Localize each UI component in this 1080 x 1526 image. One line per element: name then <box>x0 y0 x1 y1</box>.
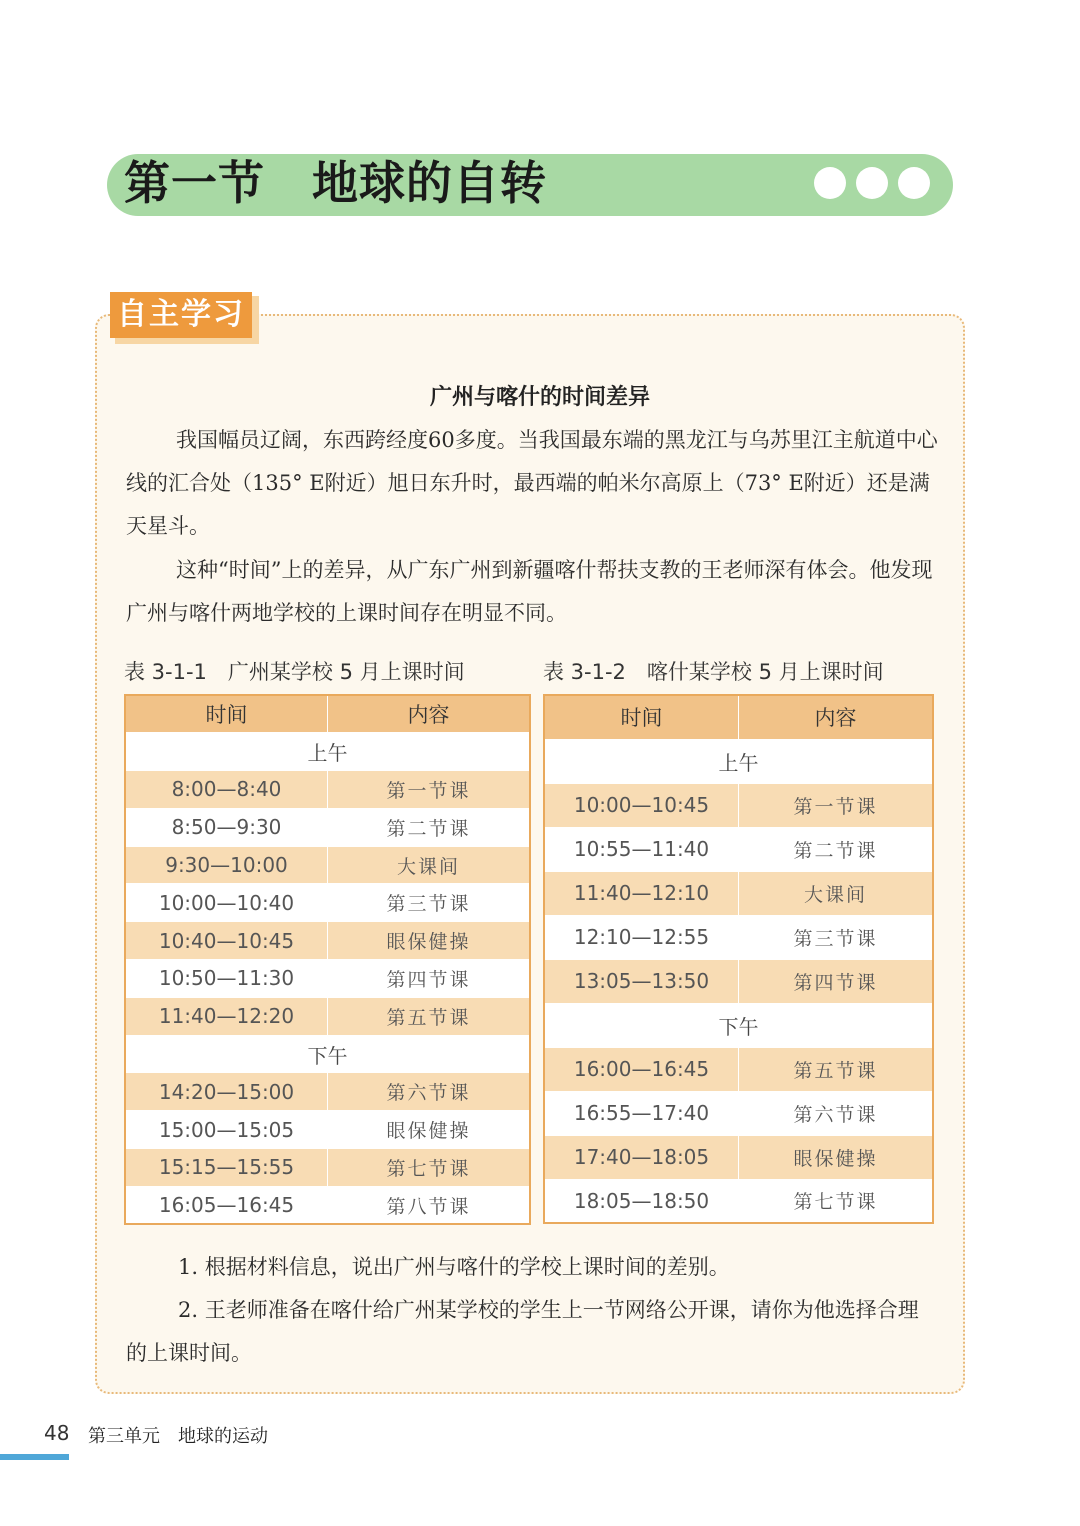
header-content: 内容 <box>739 695 934 739</box>
time-cell: 14:20—15:00 <box>125 1073 328 1111</box>
table-row <box>125 846 530 884</box>
time-cell: 17:40—18:05 <box>544 1135 739 1179</box>
table-row <box>544 783 933 827</box>
table-kashgar-schedule <box>543 694 934 1224</box>
paragraph-2-text: 这种“时间”上的差异，从广东广州到新疆喀什帮扶支教的王老师深有体会。他发现广州与喀什两地学校的上课时间存在明显不同。 <box>126 558 933 625</box>
table-row <box>544 1091 933 1135</box>
morning-label: 上午 <box>125 733 530 771</box>
page-number: 48 <box>44 1421 70 1445</box>
content-cell: 眼保健操 <box>328 922 531 960</box>
content-cell: 第三节课 <box>328 884 531 922</box>
afternoon-label: 下午 <box>544 1003 933 1047</box>
time-cell: 11:40—12:10 <box>544 871 739 915</box>
table-row <box>125 1073 530 1111</box>
content-cell: 大课间 <box>739 871 934 915</box>
table-row <box>544 959 933 1003</box>
content-cell: 大课间 <box>328 846 531 884</box>
time-cell: 16:55—17:40 <box>544 1091 739 1135</box>
header-content: 内容 <box>328 695 531 733</box>
content-cell: 第七节课 <box>739 1179 934 1223</box>
content-cell: 第五节课 <box>328 997 531 1035</box>
page-accent-bar <box>0 1454 69 1460</box>
time-cell: 15:15—15:55 <box>125 1149 328 1187</box>
content-cell: 眼保健操 <box>328 1111 531 1149</box>
content-cell: 第八节课 <box>328 1186 531 1224</box>
time-cell: 16:05—16:45 <box>125 1186 328 1224</box>
table2-caption: 表 3-1-2 喀什某学校 5 月上课时间 <box>543 660 884 684</box>
time-cell: 10:40—10:45 <box>125 922 328 960</box>
period-label-row <box>544 739 933 783</box>
content-cell: 第二节课 <box>739 827 934 871</box>
period-label-row <box>125 1035 530 1073</box>
content-cell: 第六节课 <box>739 1091 934 1135</box>
banner-dot <box>856 167 888 199</box>
content-cell: 第五节课 <box>739 1047 934 1091</box>
paragraph-2 <box>126 549 938 635</box>
table-row <box>125 808 530 846</box>
afternoon-label: 下午 <box>125 1035 530 1073</box>
table-row <box>125 884 530 922</box>
content-cell: 第二节课 <box>328 808 531 846</box>
time-cell: 13:05—13:50 <box>544 959 739 1003</box>
time-cell: 12:10—12:55 <box>544 915 739 959</box>
table1-caption: 表 3-1-1 广州某学校 5 月上课时间 <box>124 660 465 684</box>
section-title: 第一节 地球的自转 <box>124 156 547 210</box>
content-cell: 第一节课 <box>328 771 531 809</box>
time-cell: 10:00—10:45 <box>544 783 739 827</box>
table-row <box>125 1149 530 1187</box>
table-row <box>125 960 530 998</box>
time-cell: 9:30—10:00 <box>125 846 328 884</box>
content-cell: 第四节课 <box>328 960 531 998</box>
morning-label: 上午 <box>544 739 933 783</box>
table-row <box>125 997 530 1035</box>
table-row <box>125 1186 530 1224</box>
banner-dots <box>814 167 930 199</box>
table-row <box>544 1135 933 1179</box>
paragraph-1-text: 我国幅员辽阔，东西跨经度60多度。当我国最东端的黑龙江与乌苏里江主航道中心线的汇合处（135° E附近）旭日东升时，最西端的帕米尔高原上（73° E附近）还是满天星斗。 <box>126 428 938 538</box>
banner-dot <box>898 167 930 199</box>
content-cell: 第七节课 <box>328 1149 531 1187</box>
time-cell: 10:00—10:40 <box>125 884 328 922</box>
study-heading: 广州与喀什的时间差异 <box>429 385 650 410</box>
study-tag: 自主学习 <box>110 292 252 338</box>
question-2-text: 2. 王老师准备在喀什给广州某学校的学生上一节网络公开课，请你为他选择合理的上课时间。 <box>126 1298 919 1365</box>
banner-dot <box>814 167 846 199</box>
content-cell: 眼保健操 <box>739 1135 934 1179</box>
time-cell: 8:50—9:30 <box>125 808 328 846</box>
unit-title: 第三单元 地球的运动 <box>88 1426 268 1447</box>
period-label-row <box>125 733 530 771</box>
table-row <box>544 1047 933 1091</box>
time-cell: 10:55—11:40 <box>544 827 739 871</box>
time-cell: 18:05—18:50 <box>544 1179 739 1223</box>
content-cell: 第六节课 <box>328 1073 531 1111</box>
content-cell: 第四节课 <box>739 959 934 1003</box>
time-cell: 16:00—16:45 <box>544 1047 739 1091</box>
period-label-row <box>544 1003 933 1047</box>
table-header-row <box>544 695 933 739</box>
table-row <box>544 827 933 871</box>
question-1 <box>126 1246 938 1289</box>
header-time: 时间 <box>125 695 328 733</box>
table-guangzhou-schedule <box>124 694 531 1225</box>
table-row <box>125 922 530 960</box>
header-time: 时间 <box>544 695 739 739</box>
table-row <box>125 771 530 809</box>
content-cell: 第三节课 <box>739 915 934 959</box>
question-1-text: 1. 根据材料信息，说出广州与喀什的学校上课时间的差别。 <box>178 1255 730 1279</box>
paragraph-1 <box>126 419 938 548</box>
table-row <box>544 915 933 959</box>
table-row <box>125 1111 530 1149</box>
time-cell: 11:40—12:20 <box>125 997 328 1035</box>
table-row <box>544 1179 933 1223</box>
time-cell: 8:00—8:40 <box>125 771 328 809</box>
content-cell: 第一节课 <box>739 783 934 827</box>
table-header-row <box>125 695 530 733</box>
time-cell: 15:00—15:05 <box>125 1111 328 1149</box>
time-cell: 10:50—11:30 <box>125 960 328 998</box>
question-2 <box>126 1289 938 1375</box>
table-row <box>544 871 933 915</box>
